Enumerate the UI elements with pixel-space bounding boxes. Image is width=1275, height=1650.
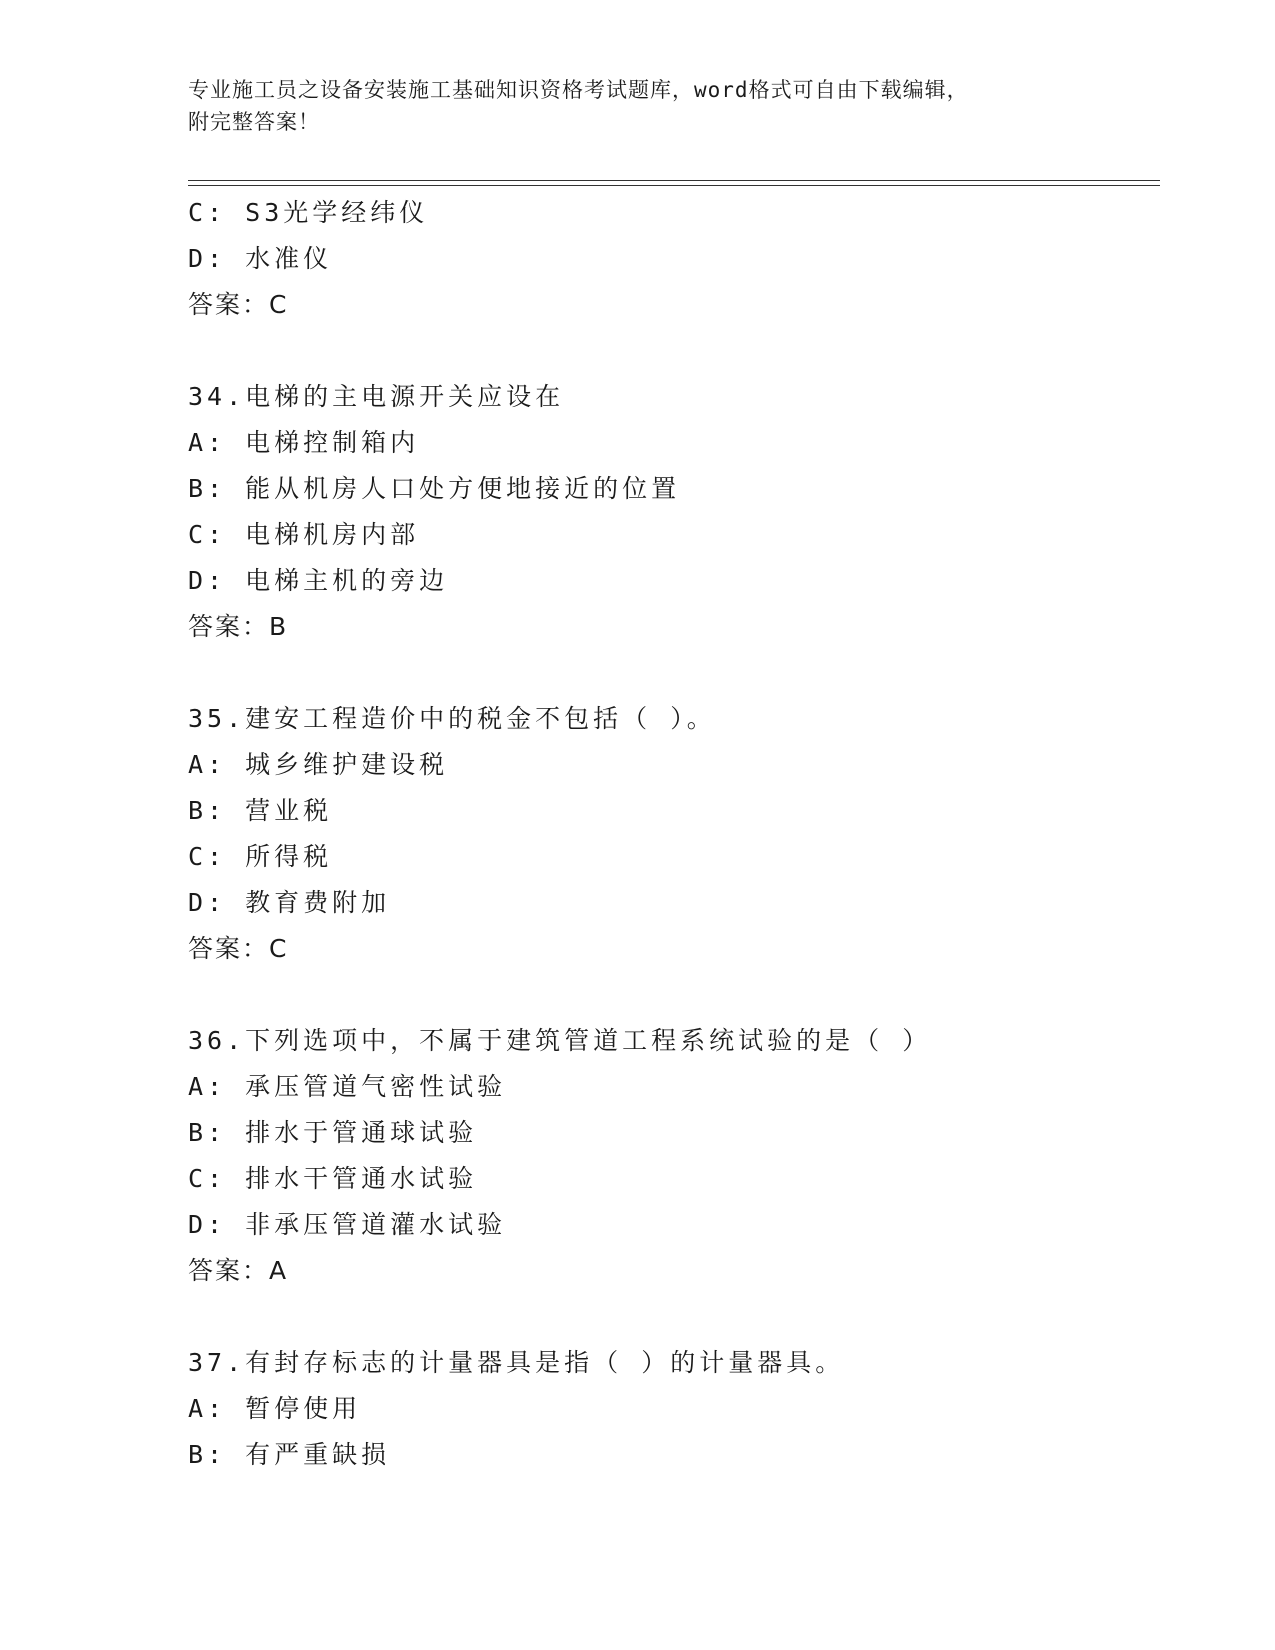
question-text: 37.有封存标志的计量器具是指（ ）的计量器具。 xyxy=(188,1348,845,1377)
option-text: A: 承压管道气密性试验 xyxy=(188,1072,507,1101)
header-line-1: 专业施工员之设备安装施工基础知识资格考试题库，word格式可自由下载编辑， xyxy=(188,78,969,102)
option-text: C: 排水干管通水试验 xyxy=(188,1164,478,1193)
answer-text: 答案：C xyxy=(188,934,289,963)
option-text: D: 水准仪 xyxy=(188,244,333,273)
option-text: A: 城乡维护建设税 xyxy=(188,750,449,779)
question-text: 35.建安工程造价中的税金不包括（ ）。 xyxy=(188,704,716,733)
question-text: 34.电梯的主电源开关应设在 xyxy=(188,382,565,411)
document-header xyxy=(188,74,1088,138)
spacer xyxy=(188,650,1148,696)
spacer xyxy=(188,1294,1148,1340)
option-text: D: 电梯主机的旁边 xyxy=(188,566,449,595)
answer-text: 答案：A xyxy=(188,1256,289,1285)
question-list xyxy=(188,190,1148,1478)
option-text: D: 非承压管道灌水试验 xyxy=(188,1210,507,1239)
header-line-2: 附完整答案！ xyxy=(188,110,320,134)
option-text: C: 电梯机房内部 xyxy=(188,520,420,549)
option-text: A: 电梯控制箱内 xyxy=(188,428,420,457)
option-text: B: 排水于管通球试验 xyxy=(188,1118,478,1147)
option-text: B: 能从机房人口处方便地接近的位置 xyxy=(188,474,681,503)
spacer xyxy=(188,328,1148,374)
question-text: 36.下列选项中，不属于建筑管道工程系统试验的是（ ） xyxy=(188,1026,932,1055)
option-text: C: S3光学经纬仪 xyxy=(188,198,429,227)
option-text: B: 有严重缺损 xyxy=(188,1440,391,1469)
answer-text: 答案：C xyxy=(188,290,289,319)
option-text: A: 暂停使用 xyxy=(188,1394,362,1423)
spacer xyxy=(188,972,1148,1018)
option-text: C: 所得税 xyxy=(188,842,333,871)
option-text: D: 教育费附加 xyxy=(188,888,391,917)
header-divider-bottom xyxy=(188,185,1160,186)
answer-text: 答案：B xyxy=(188,612,289,641)
option-text: B: 营业税 xyxy=(188,796,333,825)
header-divider-top xyxy=(188,180,1160,181)
